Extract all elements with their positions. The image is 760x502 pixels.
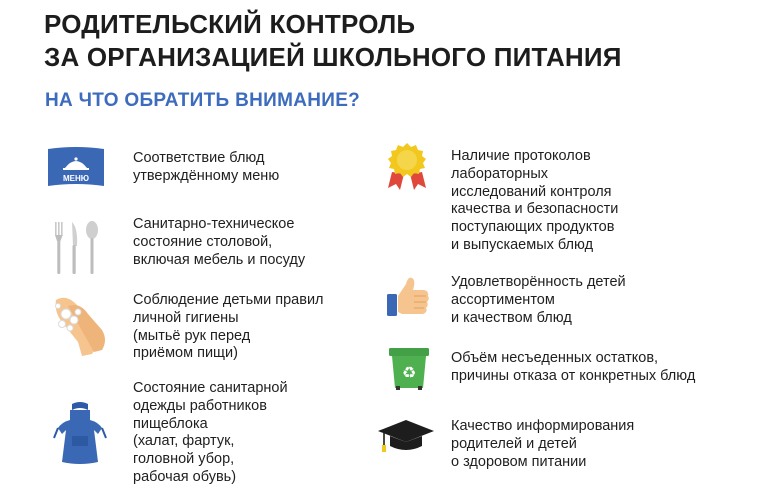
recycle-bin-icon xyxy=(388,346,430,390)
graduation-cap-icon xyxy=(376,418,436,456)
menu-icon-label: МЕНЮ xyxy=(62,174,90,183)
item-text: Удовлетворённость детей ассортиментом и качеством блюд xyxy=(451,274,626,326)
title-line-1: РОДИТЕЛЬСКИЙ КОНТРОЛЬ xyxy=(44,9,416,39)
item-text: Качество информирования родителей и детей о здоровом питании xyxy=(451,418,635,470)
item-text: Состояние санитарной одежды работников пищеблока (халат, фартук, головной убор, рабочая обувь) xyxy=(133,380,288,485)
item-text: Соблюдение детьми правил личной гигиены (мытьё рук перед приёмом пищи) xyxy=(133,292,324,362)
item-text: Санитарно-техническое состояние столовой, включая мебель и посуду xyxy=(133,216,306,268)
item-text: Объём несъеденных остатков, причины отказа от конкретных блюд xyxy=(451,350,696,384)
item-text: Соответствие блюд утверждённому меню xyxy=(133,150,280,184)
svg-text:♻: ♻ xyxy=(401,363,417,382)
apron-icon xyxy=(52,400,108,466)
award-ribbon-icon xyxy=(384,142,430,192)
handwashing-icon xyxy=(48,292,110,358)
thumbs-up-icon xyxy=(386,274,430,318)
cutlery-icon xyxy=(52,220,102,276)
title-line-2: ЗА ОРГАНИЗАЦИЕЙ ШКОЛЬНОГО ПИТАНИЯ xyxy=(44,42,622,72)
section-subtitle: НА ЧТО ОБРАТИТЬ ВНИМАНИЕ? xyxy=(45,90,361,111)
menu-icon xyxy=(46,146,106,188)
item-text: Наличие протоколов лабораторных исследований контроля качества и безопасности поступающих продуктов и выпускаемых блюд xyxy=(451,148,619,253)
page-title xyxy=(44,8,724,74)
